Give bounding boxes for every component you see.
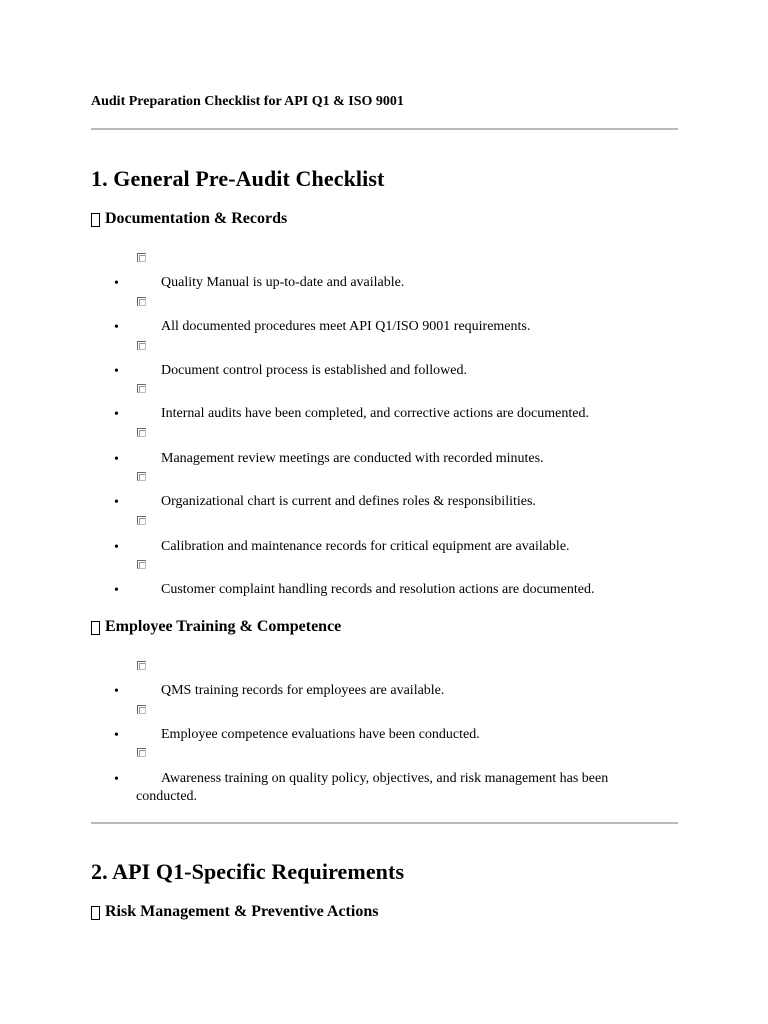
subsection-heading-documentation <box>91 210 287 228</box>
bullet-icon: • <box>114 452 119 467</box>
divider <box>91 822 678 824</box>
bullet-icon: • <box>114 583 119 598</box>
bullet-icon: • <box>114 728 119 743</box>
subsection-heading-label: Documentation & Records <box>105 210 288 227</box>
checkbox[interactable] <box>137 705 146 714</box>
missing-glyph-icon <box>91 906 100 920</box>
checkbox[interactable] <box>137 472 146 481</box>
bullet-icon: • <box>114 276 119 291</box>
section-heading-api-q1: 2. API Q1-Specific Requirements <box>91 859 405 884</box>
subsection-heading-risk <box>91 903 378 921</box>
checklist-item-text: Awareness training on quality policy, objectives, and risk management has been <box>161 771 609 786</box>
checkbox[interactable] <box>137 341 146 350</box>
missing-glyph-icon <box>91 213 100 227</box>
checklist-item-text: All documented procedures meet API Q1/ISO 9001 requirements. <box>161 319 531 334</box>
checkbox[interactable] <box>137 661 146 670</box>
bullet-icon: • <box>114 540 119 555</box>
divider <box>91 128 678 130</box>
checkbox[interactable] <box>137 253 146 262</box>
missing-glyph-icon <box>91 621 100 635</box>
document-title: Audit Preparation Checklist for API Q1 & ISO 9001 <box>91 94 404 109</box>
checklist-item-text: Management review meetings are conducted with recorded minutes. <box>161 451 544 466</box>
checklist-item-text: Quality Manual is up-to-date and available. <box>161 275 405 290</box>
checkbox[interactable] <box>137 297 146 306</box>
checklist-item-text: Internal audits have been completed, and corrective actions are documented. <box>161 406 589 421</box>
checklist-item-text: Document control process is established and followed. <box>161 363 467 378</box>
bullet-icon: • <box>114 320 119 335</box>
subsection-heading-label: Employee Training & Competence <box>105 618 342 635</box>
subsection-heading-label: Risk Management & Preventive Actions <box>105 903 379 920</box>
checkbox[interactable] <box>137 428 146 437</box>
checkbox[interactable] <box>137 560 146 569</box>
checklist-item-text: QMS training records for employees are available. <box>161 683 445 698</box>
checkbox[interactable] <box>137 384 146 393</box>
subsection-heading-training <box>91 618 341 636</box>
checklist-item-text: Customer complaint handling records and resolution actions are documented. <box>161 582 595 597</box>
checkbox[interactable] <box>137 748 146 757</box>
bullet-icon: • <box>114 364 119 379</box>
bullet-icon: • <box>114 684 119 699</box>
checklist-item-text: Organizational chart is current and defines roles & responsibilities. <box>161 494 536 509</box>
section-heading-general: 1. General Pre-Audit Checklist <box>91 166 385 191</box>
checklist-item-text: Employee competence evaluations have been conducted. <box>161 727 480 742</box>
checkbox[interactable] <box>137 516 146 525</box>
bullet-icon: • <box>114 407 119 422</box>
bullet-icon: • <box>114 772 119 787</box>
checklist-item-text-continuation: conducted. <box>136 789 198 804</box>
bullet-icon: • <box>114 495 119 510</box>
checklist-item-text: Calibration and maintenance records for critical equipment are available. <box>161 539 570 554</box>
